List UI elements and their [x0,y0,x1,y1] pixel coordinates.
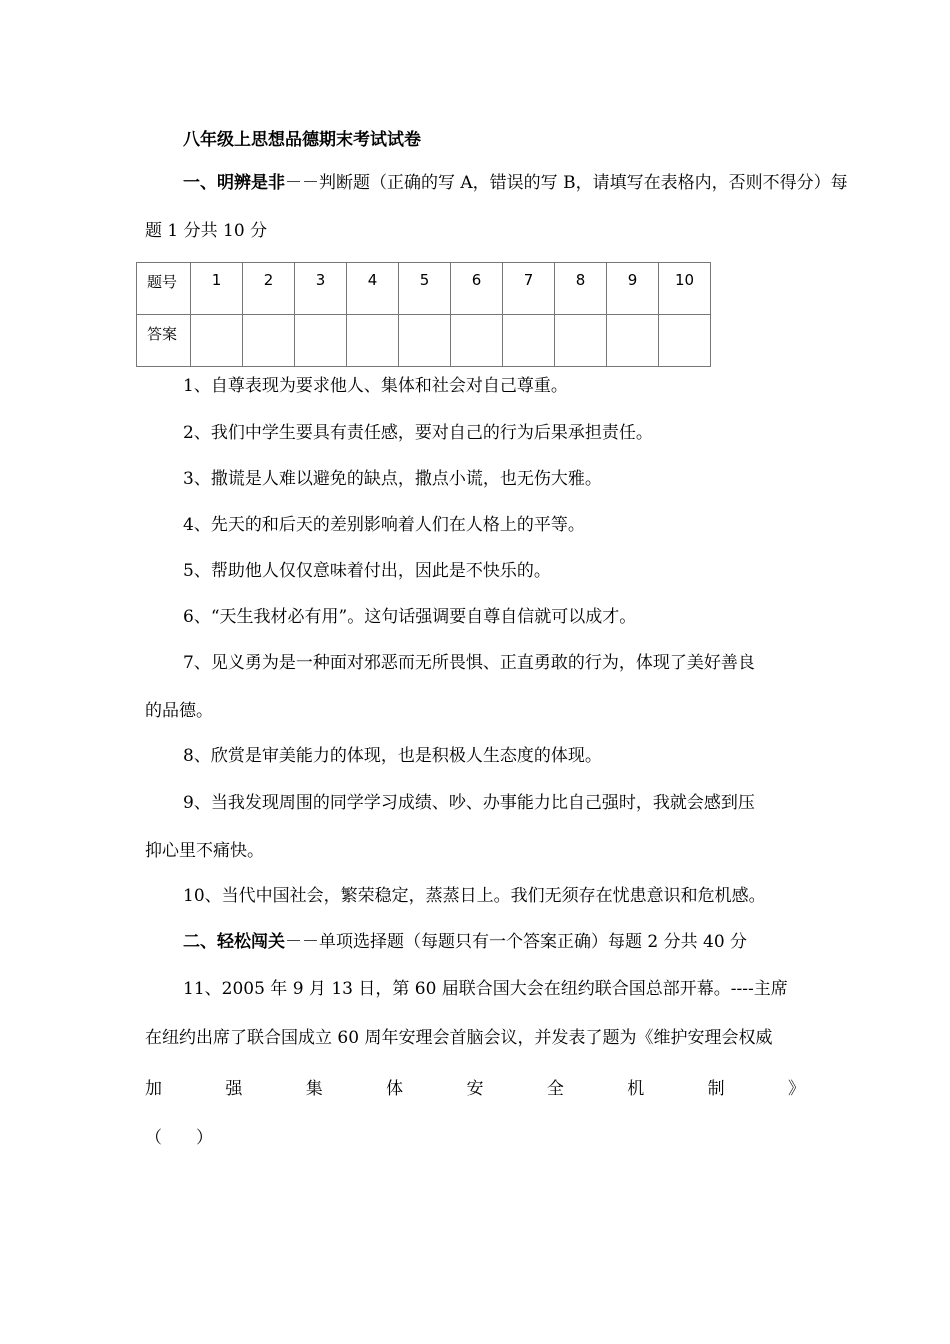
answer-cell[interactable] [659,315,711,367]
table-number-cell: 3 [295,263,347,315]
answer-cell[interactable] [399,315,451,367]
spread-char: 全 [546,1079,564,1099]
answer-cell[interactable] [347,315,399,367]
section2-heading: 二、轻松闯关 [183,932,285,952]
section2-desc: －－单项选择题（每题只有一个答案正确）每题 2 分共 40 分 [285,932,748,952]
spread-char: 制 [707,1079,725,1099]
table-row-numbers [137,263,711,315]
spread-char: 集 [305,1079,323,1099]
question-5: 5、帮助他人仅仅意味着付出，因此是不快乐的。 [183,561,551,581]
question-11-line3 [145,1078,805,1100]
spread-char: 》 [788,1079,805,1099]
table-number-cell: 5 [399,263,451,315]
answer-cell[interactable] [607,315,659,367]
page-title: 八年级上思想品德期末考试试卷 [183,130,421,150]
section1-desc-line1: －－判断题（正确的写 A，错误的写 B，请填写在表格内，否则不得分）每 [285,173,848,193]
question-10: 10、当代中国社会，繁荣稳定，蒸蒸日上。我们无须存在忧患意识和危机感。 [183,886,766,906]
question-8: 8、欣赏是审美能力的体现，也是积极人生态度的体现。 [183,746,602,766]
question-4: 4、先天的和后天的差别影响着人们在人格上的平等。 [183,515,585,535]
section1-heading: 一、明辨是非 [183,173,285,193]
answer-cell[interactable] [243,315,295,367]
spread-char: 安 [466,1079,484,1099]
spread-char: 机 [627,1079,645,1099]
table-number-cell: 2 [243,263,295,315]
table-row-answers [137,315,711,367]
spread-char: 加 [145,1079,162,1099]
answer-table [136,262,711,367]
table-number-cell: 10 [659,263,711,315]
answer-cell[interactable] [191,315,243,367]
question-7-line2: 的品德。 [145,701,213,721]
answer-cell[interactable] [555,315,607,367]
answer-cell[interactable] [295,315,347,367]
question-9-line2: 抑心里不痛快。 [145,841,264,861]
table-label-answer: 答案 [137,315,191,367]
section1-desc-line2: 题 1 分共 10 分 [145,221,268,241]
table-number-cell: 9 [607,263,659,315]
question-11-line2: 在纽约出席了联合国成立 60 周年安理会首脑会议，并发表了题为《维护安理会权威 [145,1028,773,1048]
table-number-cell: 1 [191,263,243,315]
question-1: 1、自尊表现为要求他人、集体和社会对自己尊重。 [183,376,568,396]
question-6: 6、“天生我材必有用”。这句话强调要自尊自信就可以成才。 [183,607,637,627]
answer-cell[interactable] [451,315,503,367]
section1-intro [183,172,848,194]
question-2: 2、我们中学生要具有责任感，要对自己的行为后果承担责任。 [183,423,653,443]
spread-char: 体 [386,1079,404,1099]
answer-cell[interactable] [503,315,555,367]
table-label-number: 题号 [137,263,191,315]
question-7-line1: 7、见义勇为是一种面对邪恶而无所畏惧、正直勇敢的行为，体现了美好善良 [183,653,755,673]
question-9-line1: 9、当我发现周围的同学学习成绩、吵、办事能力比自己强时，我就会感到压 [183,793,755,813]
table-number-cell: 4 [347,263,399,315]
answer-blank: （ ） [145,1128,213,1148]
question-3: 3、撒谎是人难以避免的缺点，撒点小谎，也无伤大雅。 [183,469,602,489]
spread-char: 强 [225,1079,243,1099]
section2-intro [183,931,747,953]
table-number-cell: 6 [451,263,503,315]
table-number-cell: 8 [555,263,607,315]
table-number-cell: 7 [503,263,555,315]
question-11-line1: 11、2005 年 9 月 13 日，第 60 届联合国大会在纽约联合国总部开幕。----主席 [183,979,788,999]
